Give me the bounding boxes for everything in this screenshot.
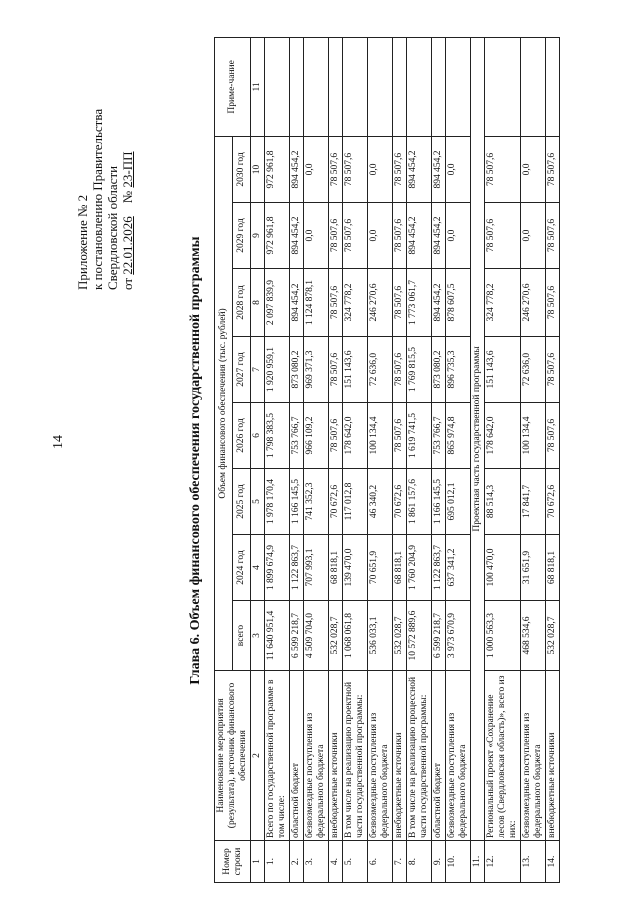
year-value-cell: 78 507,6 — [343, 136, 368, 202]
year-value-cell: 0,0 — [446, 136, 471, 202]
table-row — [485, 37, 521, 882]
year-value-cell: 753 766,7 — [290, 403, 304, 469]
row-number-cell: 1. — [265, 841, 290, 883]
year-value-cell: 151 143,6 — [485, 337, 521, 403]
header-row-top — [215, 37, 233, 882]
row-number-cell: 12. — [485, 841, 521, 883]
year-value-cell: 100 134,4 — [368, 403, 393, 469]
table-row — [432, 37, 446, 882]
year-value-cell: 78 507,6 — [546, 203, 560, 269]
row-name-cell: внебюджетные источники — [546, 671, 560, 841]
year-value-cell: 178 642,0 — [485, 403, 521, 469]
col-number: 8 — [251, 269, 265, 337]
year-value-cell: 70 672,6 — [546, 469, 560, 535]
appendix-line-region: Свердловской области — [105, 165, 120, 290]
column-numbers-row — [251, 37, 265, 882]
note-cell — [521, 37, 546, 136]
year-value-cell: 741 352,3 — [304, 469, 329, 535]
year-value-cell: 68 818,1 — [546, 535, 560, 601]
year-value-cell: 1 899 674,9 — [265, 535, 290, 601]
year-value-cell: 894 454,2 — [407, 203, 432, 269]
year-value-cell: 88 514,3 — [485, 469, 521, 535]
year-value-cell: 78 507,6 — [393, 136, 407, 202]
header-year: 2030 год — [233, 136, 251, 202]
year-value-cell: 1 798 383,5 — [265, 403, 290, 469]
header-note: Приме-чание — [215, 37, 251, 136]
section-row-no: 11. — [471, 841, 485, 883]
section-label: Проектная часть государственной программы — [471, 37, 485, 840]
year-value-cell: 0,0 — [521, 136, 546, 202]
total-cell: 10 572 889,6 — [407, 601, 432, 671]
col-number: 4 — [251, 535, 265, 601]
total-cell: 6 599 218,7 — [432, 601, 446, 671]
year-value-cell: 0,0 — [368, 136, 393, 202]
note-cell — [329, 37, 343, 136]
header-name: Наименование мероприятия (результата), источник финансового обеспечения — [215, 671, 251, 841]
note-cell — [343, 37, 368, 136]
note-cell — [393, 37, 407, 136]
year-value-cell: 707 993,1 — [304, 535, 329, 601]
row-number-cell: 3. — [304, 841, 329, 883]
col-number: 11 — [251, 37, 265, 136]
total-cell: 3 973 670,9 — [446, 601, 471, 671]
row-name-cell: внебюджетные источники — [329, 671, 343, 841]
row-number-cell: 14. — [546, 841, 560, 883]
year-value-cell: 894 454,2 — [432, 203, 446, 269]
table-row — [329, 37, 343, 882]
note-cell — [290, 37, 304, 136]
year-value-cell: 1 920 959,1 — [265, 337, 290, 403]
page-number: 14 — [51, 435, 66, 449]
total-cell: 532 028,7 — [546, 601, 560, 671]
year-value-cell: 0,0 — [446, 203, 471, 269]
row-number-cell: 8. — [407, 841, 432, 883]
row-name-cell: Региональный проект «Сохранение лесов (Свердловская область)», всего из них: — [485, 671, 521, 841]
col-number: 9 — [251, 203, 265, 269]
year-value-cell: 17 841,7 — [521, 469, 546, 535]
note-cell — [368, 37, 393, 136]
year-value-cell: 896 735,3 — [446, 337, 471, 403]
table-section — [471, 37, 485, 882]
appendix-title: Приложение № 2 — [75, 194, 90, 290]
rotated-content-area — [186, 38, 616, 883]
year-value-cell: 0,0 — [304, 203, 329, 269]
year-value-cell: 78 507,6 — [546, 136, 560, 202]
note-cell — [546, 37, 560, 136]
financing-table — [214, 37, 560, 883]
header-year: 2029 год — [233, 203, 251, 269]
year-value-cell: 78 507,6 — [393, 203, 407, 269]
year-value-cell: 695 012,1 — [446, 469, 471, 535]
year-value-cell: 70 672,6 — [329, 469, 343, 535]
year-value-cell: 78 507,6 — [329, 337, 343, 403]
row-name-cell: областной бюджет — [290, 671, 304, 841]
note-cell — [432, 37, 446, 136]
year-value-cell: 1 769 815,5 — [407, 337, 432, 403]
year-value-cell: 72 636,0 — [368, 337, 393, 403]
row-number-cell: 6. — [368, 841, 393, 883]
table-body-a — [265, 37, 471, 882]
year-value-cell: 873 080,2 — [432, 337, 446, 403]
year-value-cell: 100 134,4 — [521, 403, 546, 469]
year-value-cell: 246 270,6 — [521, 269, 546, 337]
year-value-cell: 0,0 — [304, 136, 329, 202]
row-number-cell: 10. — [446, 841, 471, 883]
appendix-line-resolution: к постановлению Правительства — [90, 108, 105, 290]
total-cell: 1 000 563,3 — [485, 601, 521, 671]
year-value-cell: 878 607,5 — [446, 269, 471, 337]
total-cell: 4 509 704,0 — [304, 601, 329, 671]
row-name-cell: областной бюджет — [432, 671, 446, 841]
year-value-cell: 865 974,8 — [446, 403, 471, 469]
table-row — [368, 37, 393, 882]
table-row — [446, 37, 471, 882]
year-value-cell: 1 122 863,7 — [432, 535, 446, 601]
note-cell — [446, 37, 471, 136]
note-cell — [485, 37, 521, 136]
year-value-cell: 78 507,6 — [329, 203, 343, 269]
year-value-cell: 1 978 170,4 — [265, 469, 290, 535]
table-row — [407, 37, 432, 882]
header-year: 2024 год — [233, 535, 251, 601]
note-cell — [407, 37, 432, 136]
year-value-cell: 2 097 839,9 — [265, 269, 290, 337]
year-value-cell: 78 507,6 — [546, 269, 560, 337]
table-row — [304, 37, 329, 882]
year-value-cell: 1 166 145,5 — [290, 469, 304, 535]
col-number: 10 — [251, 136, 265, 202]
row-name-cell: безвозмездные поступления из федерального бюджета — [521, 671, 546, 841]
year-value-cell: 324 778,2 — [343, 269, 368, 337]
row-number-cell: 4. — [329, 841, 343, 883]
chapter-title: Глава 6. Объем финансового обеспечения государственной программы — [188, 236, 203, 685]
year-value-cell: 151 143,6 — [343, 337, 368, 403]
year-value-cell: 894 454,2 — [407, 136, 432, 202]
table-row — [265, 37, 290, 882]
total-cell: 1 068 061,8 — [343, 601, 368, 671]
header-total: всего — [233, 601, 251, 671]
total-cell: 536 033,1 — [368, 601, 393, 671]
year-value-cell: 753 766,7 — [432, 403, 446, 469]
year-value-cell: 31 651,9 — [521, 535, 546, 601]
year-value-cell: 894 454,2 — [432, 136, 446, 202]
row-name-cell: безвозмездные поступления из федерального бюджета — [446, 671, 471, 841]
year-value-cell: 100 470,0 — [485, 535, 521, 601]
year-value-cell: 972 961,8 — [265, 203, 290, 269]
header-volume: Объем финансового обеспечения (тыс. рублей) — [215, 136, 233, 670]
year-value-cell: 1 124 878,1 — [304, 269, 329, 337]
year-value-cell: 78 507,6 — [393, 403, 407, 469]
year-value-cell: 72 636,0 — [521, 337, 546, 403]
table-row — [343, 37, 368, 882]
header-year: 2025 год — [233, 469, 251, 535]
year-value-cell: 0,0 — [521, 203, 546, 269]
section-row — [471, 37, 485, 882]
col-number: 5 — [251, 469, 265, 535]
year-value-cell: 1 122 863,7 — [290, 535, 304, 601]
year-value-cell: 78 507,6 — [393, 269, 407, 337]
year-value-cell: 637 341,2 — [446, 535, 471, 601]
year-value-cell: 1 166 145,5 — [432, 469, 446, 535]
header-row-no: Номер строки — [215, 841, 251, 883]
row-name-cell: Всего по государственной программе в том числе: — [265, 671, 290, 841]
year-value-cell: 78 507,6 — [485, 203, 521, 269]
year-value-cell: 78 507,6 — [393, 337, 407, 403]
row-number-cell: 9. — [432, 841, 446, 883]
year-value-cell: 78 507,6 — [329, 403, 343, 469]
table-row — [546, 37, 560, 882]
year-value-cell: 78 507,6 — [485, 136, 521, 202]
date-prefix: от — [120, 277, 135, 290]
row-number-cell: 5. — [343, 841, 368, 883]
col-number: 6 — [251, 403, 265, 469]
year-value-cell: 70 651,9 — [368, 535, 393, 601]
header-year: 2028 год — [233, 269, 251, 337]
year-value-cell: 78 507,6 — [329, 269, 343, 337]
total-cell: 11 640 951,4 — [265, 601, 290, 671]
table-row — [393, 37, 407, 882]
year-value-cell: 894 454,2 — [290, 136, 304, 202]
appendix-date-line — [120, 90, 135, 290]
total-cell: 6 599 218,7 — [290, 601, 304, 671]
year-value-cell: 78 507,6 — [546, 337, 560, 403]
year-value-cell: 969 371,3 — [304, 337, 329, 403]
year-value-cell: 78 507,6 — [546, 403, 560, 469]
year-value-cell: 78 507,6 — [329, 136, 343, 202]
year-value-cell: 70 672,6 — [393, 469, 407, 535]
year-value-cell: 1 861 157,6 — [407, 469, 432, 535]
table-row — [521, 37, 546, 882]
row-number-cell: 2. — [290, 841, 304, 883]
table-body-b — [485, 37, 560, 882]
col-number: 2 — [251, 671, 265, 841]
date-value: 22.01.2026 — [120, 216, 135, 275]
col-number: 1 — [251, 841, 265, 883]
year-value-cell: 1 773 061,7 — [407, 269, 432, 337]
year-value-cell: 178 642,0 — [343, 403, 368, 469]
year-value-cell: 966 109,2 — [304, 403, 329, 469]
col-number: 3 — [251, 601, 265, 671]
row-name-cell: В том числе на реализацию процессной части государственной программы: — [407, 671, 432, 841]
year-value-cell: 873 080,2 — [290, 337, 304, 403]
row-name-cell: В том числе на реализацию проектной части государственной программы: — [343, 671, 368, 841]
row-number-cell: 13. — [521, 841, 546, 883]
year-value-cell: 894 454,2 — [432, 269, 446, 337]
row-number-cell: 7. — [393, 841, 407, 883]
table-row — [290, 37, 304, 882]
number-value: 23-ПП — [120, 151, 135, 188]
col-number: 7 — [251, 337, 265, 403]
row-name-cell: внебюджетные источники — [393, 671, 407, 841]
header-year: 2026 год — [233, 403, 251, 469]
year-value-cell: 68 818,1 — [329, 535, 343, 601]
year-value-cell: 1 619 741,5 — [407, 403, 432, 469]
total-cell: 468 534,6 — [521, 601, 546, 671]
year-value-cell: 139 470,0 — [343, 535, 368, 601]
year-value-cell: 1 760 204,9 — [407, 535, 432, 601]
year-value-cell: 324 778,2 — [485, 269, 521, 337]
year-value-cell: 78 507,6 — [343, 203, 368, 269]
number-prefix: № — [120, 190, 135, 204]
year-value-cell: 894 454,2 — [290, 269, 304, 337]
header-year: 2027 год — [233, 337, 251, 403]
row-name-cell: безвозмездные поступления из федерального бюджета — [368, 671, 393, 841]
year-value-cell: 894 454,2 — [290, 203, 304, 269]
note-cell — [304, 37, 329, 136]
year-value-cell: 46 340,2 — [368, 469, 393, 535]
year-value-cell: 0,0 — [368, 203, 393, 269]
row-name-cell: безвозмездные поступления из федерального бюджета — [304, 671, 329, 841]
total-cell: 532 028,7 — [329, 601, 343, 671]
note-cell — [265, 37, 290, 136]
total-cell: 532 028,7 — [393, 601, 407, 671]
year-value-cell: 117 012,8 — [343, 469, 368, 535]
year-value-cell: 246 270,6 — [368, 269, 393, 337]
year-value-cell: 972 961,8 — [265, 136, 290, 202]
year-value-cell: 68 818,1 — [393, 535, 407, 601]
